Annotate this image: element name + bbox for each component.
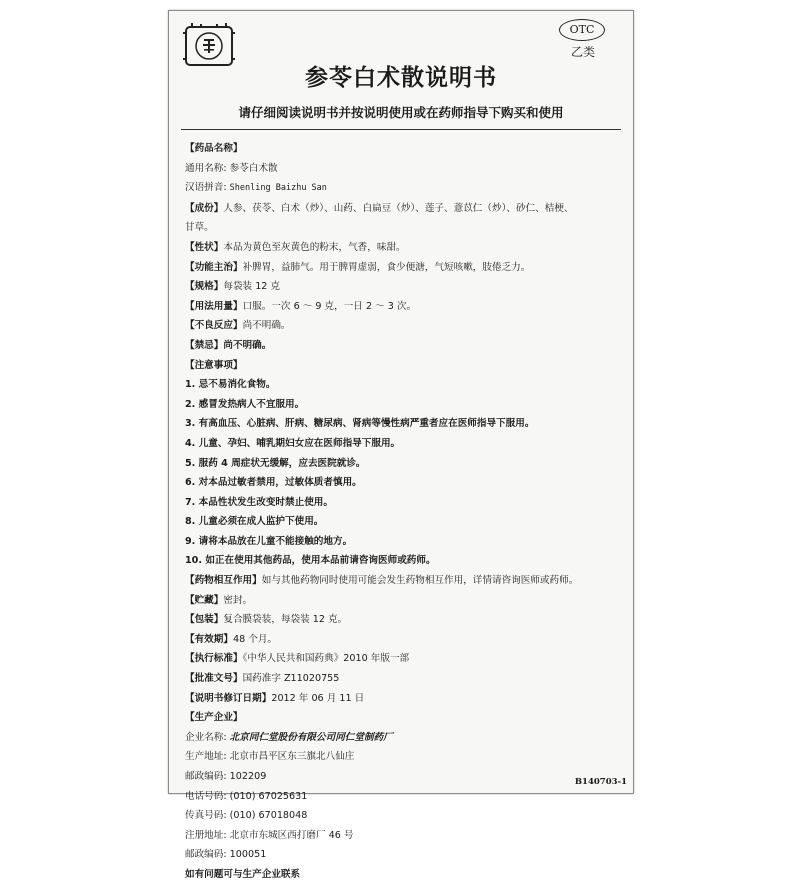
- section-heading: 【包装】: [185, 614, 224, 626]
- manufacturer-name-value: 北京同仁堂股份有限公司同仁堂制药厂: [229, 731, 393, 743]
- field-label: 邮政编码:: [185, 849, 227, 861]
- section-dosage: [185, 297, 625, 317]
- registered-address-value: 北京市东城区西打磨厂 46 号: [229, 829, 354, 841]
- section-text: 口服。一次 6 ～ 9 克，一日 2 ～ 3 次。: [242, 300, 417, 312]
- section-text: 尚不明确。: [223, 339, 272, 351]
- section-heading: 【注意事项】: [185, 359, 243, 371]
- section-contraindications: [185, 336, 625, 356]
- title-divider: [181, 129, 621, 130]
- section-interactions: [185, 571, 625, 591]
- section-drug-name: [185, 139, 625, 159]
- field-label: 通用名称:: [185, 162, 227, 174]
- field-label: 汉语拼音:: [185, 182, 227, 194]
- section-approval: [185, 669, 625, 689]
- section-text: 2012 年 06 月 11 日: [271, 692, 365, 704]
- section-heading: 【药品名称】: [185, 143, 243, 154]
- page-title: 参苓白术散说明书: [305, 65, 497, 91]
- field-label: 生产地址:: [185, 751, 227, 763]
- precaution-item: 9. 请将本品放在儿童不能接触的地方。: [185, 535, 353, 547]
- section-storage: [185, 591, 625, 611]
- precaution-item: 3. 有高血压、心脏病、肝病、糖尿病、肾病等慢性病严重者应在医师指导下服用。: [185, 418, 535, 430]
- precaution-item: 5. 服药 4 周症状无缓解，应去医院就诊。: [185, 457, 366, 469]
- section-text: 国药准字 Z11020755: [242, 673, 340, 685]
- production-address-row: [185, 747, 625, 767]
- fax-row: [185, 806, 625, 826]
- section-heading: 【不良反应】: [185, 320, 243, 332]
- section-heading: 【生产企业】: [185, 712, 243, 724]
- pinyin-value: Shenling Baizhu San: [229, 183, 327, 194]
- section-heading: 【性状】: [185, 241, 224, 253]
- section-text: 甘草。: [185, 222, 214, 234]
- section-manufacturer: [185, 708, 625, 728]
- postcode-row: [185, 845, 625, 865]
- section-text: 每袋装 12 克: [223, 281, 281, 293]
- section-text: 本品为黄色至灰黄色的粉末，气香，味甜。: [223, 241, 406, 253]
- field-label: 电话号码:: [185, 790, 227, 802]
- phone-value: (010) 67025631: [229, 790, 308, 802]
- generic-name-row: [185, 159, 625, 179]
- postcode-row: [185, 767, 625, 787]
- section-heading: 【贮藏】: [185, 594, 224, 606]
- section-ingredients: [185, 199, 625, 219]
- section-revision-date: [185, 689, 625, 709]
- leaflet-body: [185, 139, 625, 885]
- section-text: 48 个月。: [232, 633, 278, 645]
- section-standard: [185, 649, 625, 669]
- section-text: 如与其他药物同时使用可能会发生药物相互作用，详情请咨询医师或药师。: [261, 575, 579, 587]
- section-text: 密封。: [223, 594, 253, 606]
- postcode-value: 102209: [229, 771, 267, 782]
- precaution-item: 1. 忌不易消化食物。: [185, 379, 276, 391]
- fax-value: (010) 67018048: [229, 810, 308, 822]
- document-code: B140703-1: [574, 777, 627, 787]
- field-label: 企业名称:: [185, 731, 227, 743]
- section-heading: 【规格】: [185, 281, 224, 293]
- section-heading: 【有效期】: [185, 633, 233, 645]
- section-validity: [185, 630, 625, 650]
- field-label: 邮政编码:: [185, 771, 227, 782]
- section-text: 《中华人民共和国药典》2010 年版一部: [242, 653, 410, 665]
- leaflet-sheet: [168, 10, 634, 880]
- section-heading: 【成份】: [185, 202, 224, 214]
- section-package: [185, 610, 625, 630]
- section-text: 补脾胃，益肺气。用于脾胃虚弱，食少便溏，气短咳嗽，肢倦乏力。: [242, 261, 531, 273]
- precaution-item: 2. 感冒发热病人不宜服用。: [185, 398, 305, 410]
- section-precautions: [185, 356, 625, 376]
- precaution-item: 10. 如正在使用其他药品，使用本品前请咨询医师或药师。: [185, 555, 436, 567]
- manufacturer-name-row: [185, 728, 625, 748]
- page-subtitle: 请仔细阅读说明书并按说明使用或在药师指导下购买和使用: [238, 105, 564, 120]
- section-heading: 【批准文号】: [185, 673, 243, 685]
- production-address-value: 北京市昌平区东三旗北八仙庄: [229, 751, 355, 763]
- field-label: 注册地址:: [185, 829, 227, 841]
- otc-badge: OTC: [559, 19, 605, 41]
- generic-name-value: 参苓白术散: [229, 162, 278, 174]
- pinyin-row: [185, 178, 625, 199]
- contact-note: 如有问题可与生产企业联系: [185, 868, 301, 880]
- section-heading: 【禁忌】: [185, 339, 224, 351]
- section-specification: [185, 277, 625, 297]
- section-adverse-reactions: [185, 316, 625, 336]
- precaution-item: 8. 儿童必须在成人监护下使用。: [185, 516, 324, 528]
- section-heading: 【执行标准】: [185, 653, 243, 665]
- section-indications: [185, 258, 625, 278]
- field-label: 传真号码:: [185, 810, 227, 822]
- section-heading: 【说明书修订日期】: [185, 692, 272, 704]
- ingredients-continued: [185, 218, 625, 238]
- section-heading: 【功能主治】: [185, 261, 243, 273]
- section-text: 尚不明确。: [242, 320, 291, 332]
- registered-address-row: [185, 826, 625, 846]
- section-text: 复合膜袋装，每袋装 12 克。: [223, 614, 348, 626]
- section-description: [185, 238, 625, 258]
- section-heading: 【药物相互作用】: [185, 575, 262, 587]
- precaution-item: 4. 儿童、孕妇、哺乳期妇女应在医师指导下服用。: [185, 437, 401, 449]
- section-text: 人参、茯苓、白术（炒）、山药、白扁豆（炒）、莲子、薏苡仁（炒）、砂仁、桔梗、: [223, 202, 574, 214]
- otc-class-label: 乙类: [570, 45, 595, 59]
- postcode-value: 100051: [229, 849, 267, 861]
- precaution-item: 6. 对本品过敏者禁用，过敏体质者慎用。: [185, 477, 362, 489]
- precaution-item: 7. 本品性状发生改变时禁止使用。: [185, 496, 333, 508]
- phone-row: [185, 787, 625, 807]
- section-heading: 【用法用量】: [185, 300, 243, 312]
